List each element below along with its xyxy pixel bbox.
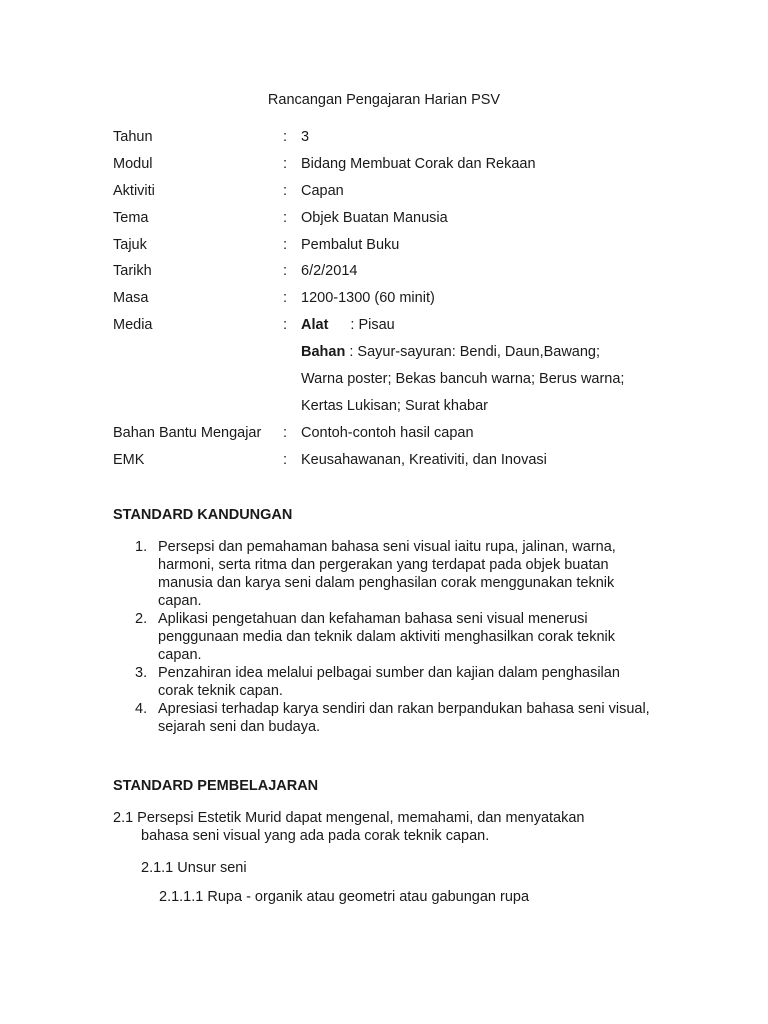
- info-value: 1200-1300 (60 minit): [301, 290, 435, 307]
- document-title: Rancangan Pengajaran Harian PSV: [267, 92, 501, 108]
- info-row-media-bahan: [113, 342, 673, 369]
- lesson-info-table: [113, 127, 673, 477]
- standard-kandungan-list: [113, 538, 653, 736]
- info-label: Tarikh: [113, 263, 152, 280]
- info-label: Bahan Bantu Mengajar: [113, 424, 262, 441]
- info-row-tema: [113, 208, 673, 235]
- section-2-1: [113, 809, 633, 845]
- info-value: Capan: [301, 182, 344, 199]
- bahan-value: : Sayur-sayuran: Bendi, Daun,Bawang;: [345, 344, 601, 361]
- info-value: Objek Buatan Manusia: [301, 209, 448, 226]
- list-number: 3.: [135, 665, 148, 681]
- section-2-1-line-2: bahasa seni visual yang ada pada corak teknik capan.: [141, 828, 490, 844]
- info-row-media: [113, 315, 673, 342]
- info-colon: :: [283, 129, 288, 145]
- info-label: EMK: [113, 451, 145, 468]
- alat-label: Alat: [301, 317, 329, 334]
- info-colon: :: [283, 236, 288, 253]
- bahan-line-3: Kertas Lukisan; Surat khabar: [301, 397, 488, 414]
- info-value: Pembalut Buku: [301, 236, 400, 253]
- info-colon: :: [283, 290, 288, 307]
- list-item: [113, 538, 653, 610]
- info-label: Tajuk: [113, 236, 147, 253]
- standard-pembelajaran-heading: STANDARD PEMBELAJARAN: [113, 778, 319, 794]
- bahan-label: Bahan: [301, 344, 346, 361]
- info-value: 3: [301, 129, 310, 145]
- list-text: Persepsi dan pemahaman bahasa seni visual iaitu rupa, jalinan, warna, harmoni, serta ritma dan pergerakan yang terdapat pada objek buatan manusia dan karya seni dalam penghasilan corak menggunakan teknik capan.: [158, 539, 616, 609]
- info-label: Tahun: [113, 129, 153, 145]
- info-colon: :: [283, 182, 288, 199]
- section-2-1-line-1: 2.1 Persepsi Estetik Murid dapat mengenal, memahami, dan menyatakan: [113, 810, 585, 826]
- info-row-aktiviti: [113, 181, 673, 208]
- info-label: Aktiviti: [113, 182, 155, 199]
- info-row-media-bahan-2: [113, 369, 673, 396]
- info-value: Keusahawanan, Kreativiti, dan Inovasi: [301, 451, 547, 468]
- info-value: 6/2/2014: [301, 263, 358, 280]
- info-colon: :: [283, 317, 288, 334]
- list-item: [113, 664, 653, 700]
- list-item: [113, 610, 653, 664]
- media-alat: [301, 315, 395, 335]
- info-label: Tema: [113, 209, 149, 226]
- list-number: 2.: [135, 611, 148, 627]
- list-item: [113, 700, 653, 736]
- info-row-masa: [113, 288, 673, 315]
- info-colon: :: [283, 263, 288, 280]
- info-row-tahun: [113, 127, 673, 154]
- info-label: Modul: [113, 155, 153, 172]
- info-colon: :: [283, 155, 288, 172]
- info-value: Contoh-contoh hasil capan: [301, 424, 474, 441]
- list-number: 4.: [135, 701, 148, 717]
- list-text: Penzahiran idea melalui pelbagai sumber dan kajian dalam penghasilan corak teknik capan.: [158, 665, 620, 699]
- info-colon: :: [283, 424, 288, 441]
- section-2-1-1: 2.1.1 Unsur seni: [141, 860, 247, 876]
- info-row-media-bahan-3: [113, 396, 673, 423]
- list-text: Aplikasi pengetahuan dan kefahaman bahasa seni visual menerusi penggunaan media dan teknik dalam aktiviti menghasilkan corak teknik capan.: [158, 611, 616, 663]
- standard-kandungan-heading: STANDARD KANDUNGAN: [113, 507, 293, 523]
- info-row-tarikh: [113, 261, 673, 288]
- section-2-1-1-1: 2.1.1.1 Rupa - organik atau geometri atau gabungan rupa: [159, 889, 530, 905]
- info-colon: :: [283, 209, 288, 226]
- info-row-tajuk: [113, 235, 673, 262]
- info-row-emk: [113, 450, 673, 477]
- info-row-modul: [113, 154, 673, 181]
- list-number: 1.: [135, 539, 148, 555]
- info-colon: :: [283, 451, 288, 468]
- media-bahan: [301, 342, 600, 362]
- info-value: Bidang Membuat Corak dan Rekaan: [301, 155, 536, 172]
- alat-value: : Pisau: [350, 317, 395, 334]
- bahan-line-2: Warna poster; Bekas bancuh warna; Berus warna;: [301, 371, 625, 388]
- info-label: Media: [113, 317, 153, 334]
- list-text: Apresiasi terhadap karya sendiri dan rakan berpandukan bahasa seni visual, sejarah seni dan budaya.: [158, 701, 650, 735]
- info-row-bahan-bantu: [113, 423, 673, 450]
- info-label: Masa: [113, 290, 149, 307]
